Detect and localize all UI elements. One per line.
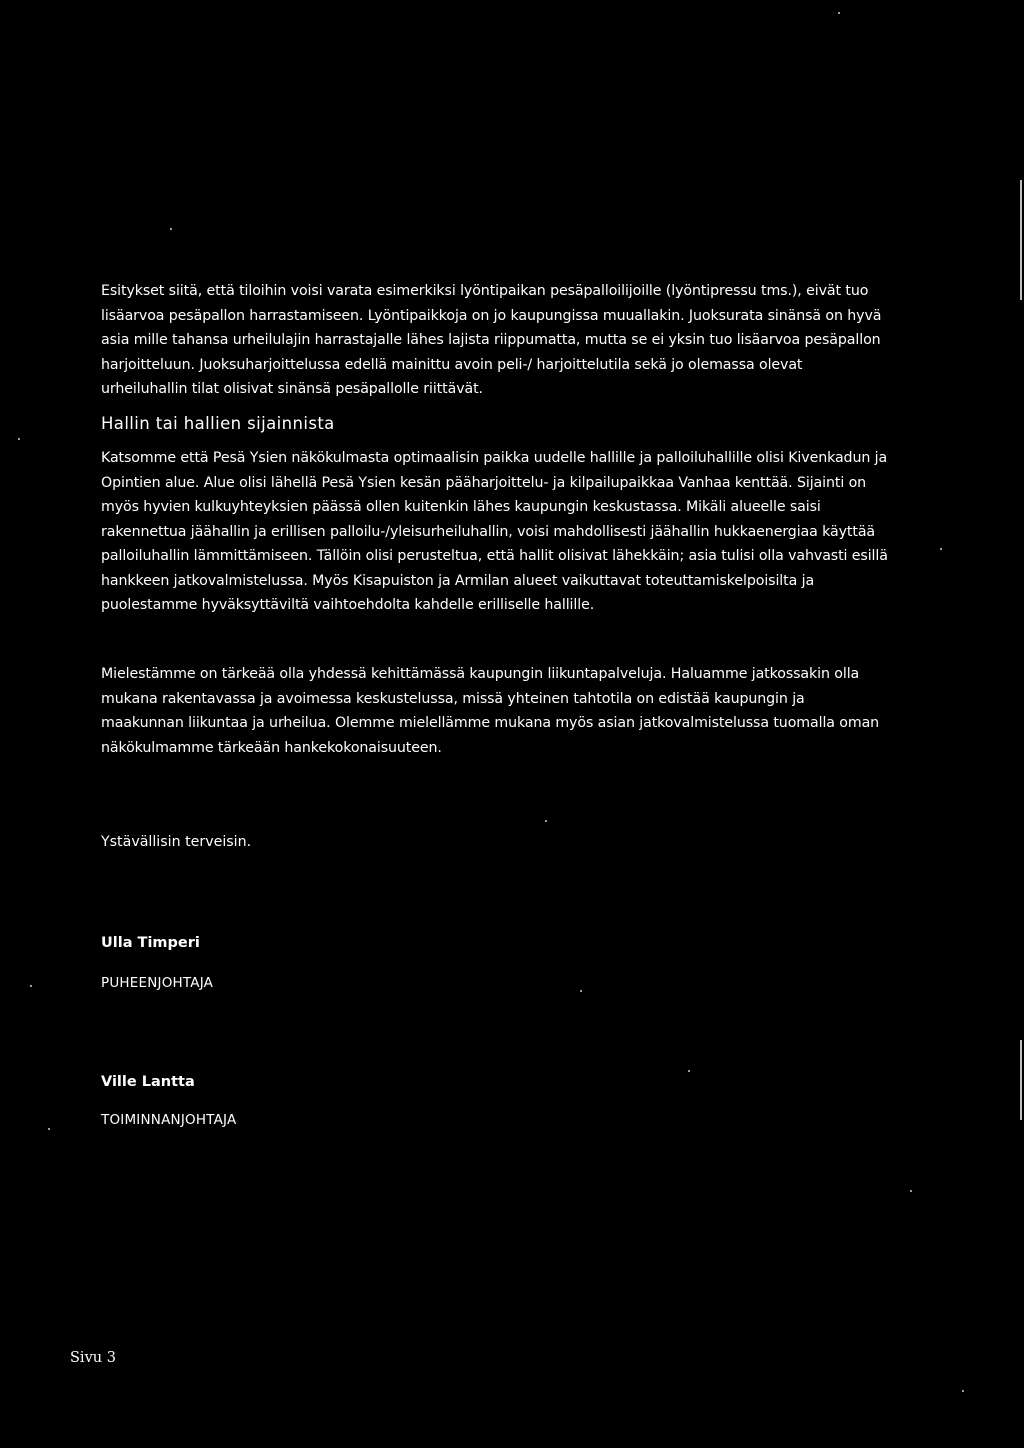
paragraph-line: Mielestämme on tärkeää olla yhdessä kehittämässä kaupungin liikuntapalveluja. Haluamme jatkossakin olla <box>101 666 860 682</box>
paragraph-line: hankkeen jatkovalmistelussa. Myös Kisapuiston ja Armilan alueet vaikuttavat toteuttamiskelpoisilta ja <box>101 572 815 589</box>
paragraph-line: Opintien alue. Alue olisi lähellä Pesä Ysien kesän pääharjoittelu- ja kilpailupaikkaa Vanhaa kenttää. Sijainti on <box>101 474 867 491</box>
paragraph-yhteistyo <box>101 662 901 760</box>
scan-speck <box>688 1070 690 1072</box>
signer-name: Ville Lantta <box>101 1074 195 1090</box>
signer-name: Ulla Timperi <box>101 935 200 951</box>
scan-speck <box>170 228 172 230</box>
paragraph-line: asia mille tahansa urheilulajin harrastajalle lähes lajista riippumatta, mutta se ei yksin tuo lisäarvoa pesäpallon <box>101 332 881 348</box>
scan-speck <box>838 12 840 14</box>
scan-speck <box>910 1190 912 1192</box>
paragraph-line: palloiluhallin lämmittämiseen. Tällöin olisi perusteltua, että hallit olisivat lähekkäin; asia tulisi olla vahvasti esillä <box>101 548 888 564</box>
scan-speck <box>18 438 20 440</box>
scan-speck <box>545 820 547 822</box>
signer-title: TOIMINNANJOHTAJA <box>101 1112 237 1128</box>
paragraph-line: Katsomme että Pesä Ysien näkökulmasta optimaalisin paikka uudelle hallille ja palloiluhallille olisi Kivenkadun ja <box>101 450 888 466</box>
paragraph-line: puolestamme hyväksyttäviltä vaihtoehdolta kahdelle erilliselle hallille. <box>101 597 595 613</box>
paragraph-line: harjoitteluun. Juoksuharjoittelussa edellä mainittu avoin peli-/ harjoittelutila sekä jo olemassa olevat <box>101 356 803 373</box>
paragraph-line: urheiluhallin tilat olisivat sinänsä pesäpallolle riittävät. <box>101 381 483 397</box>
paragraph-line: myös hyvien kulkuyhteyksien päässä ollen kuitenkin lähes kaupungin keskustassa. Mikäli alueelle saisi <box>101 499 821 515</box>
paragraph-lyontipaikka <box>101 279 901 402</box>
scan-edge-artifact <box>1020 1040 1022 1120</box>
paragraph-line: näkökulmamme tärkeään hankekokonaisuuteen. <box>101 739 442 756</box>
page-number: Sivu 3 <box>70 1350 116 1366</box>
section-heading: Hallin tai hallien sijainnista <box>101 414 335 433</box>
scan-speck <box>30 985 32 987</box>
paragraph-line: maakunnan liikuntaa ja urheilua. Olemme mielellämme mukana myös asian jatkovalmistelussa tuomalla oman <box>101 715 880 731</box>
paragraph-line: rakennettua jäähallin ja erillisen palloilu-/yleisurheiluhallin, voisi mahdollisesti jäähallin hukkaenergiaa käyttää <box>101 523 876 540</box>
closing-greeting: Ystävällisin terveisin. <box>101 834 252 850</box>
signer-title: PUHEENJOHTAJA <box>101 975 214 991</box>
scan-speck <box>48 1128 50 1130</box>
scan-edge-artifact <box>1020 180 1022 300</box>
paragraph-sijainti <box>101 446 901 618</box>
paragraph-line: mukana rakentavassa ja avoimessa keskustelussa, missä yhteinen tahtotila on edistää kaupungin ja <box>101 690 805 707</box>
paragraph-line: Esitykset siitä, että tiloihin voisi varata esimerkiksi lyöntipaikan pesäpalloilijoille (lyöntipressu tms.), eivät tuo <box>101 283 869 299</box>
scan-speck <box>580 990 582 992</box>
scan-speck <box>962 1390 964 1392</box>
paragraph-line: lisäarvoa pesäpallon harrastamiseen. Lyöntipaikkoja on jo kaupungissa muuallakin. Juoksurata sinänsä on hyvä <box>101 307 882 324</box>
scan-speck <box>940 548 942 550</box>
